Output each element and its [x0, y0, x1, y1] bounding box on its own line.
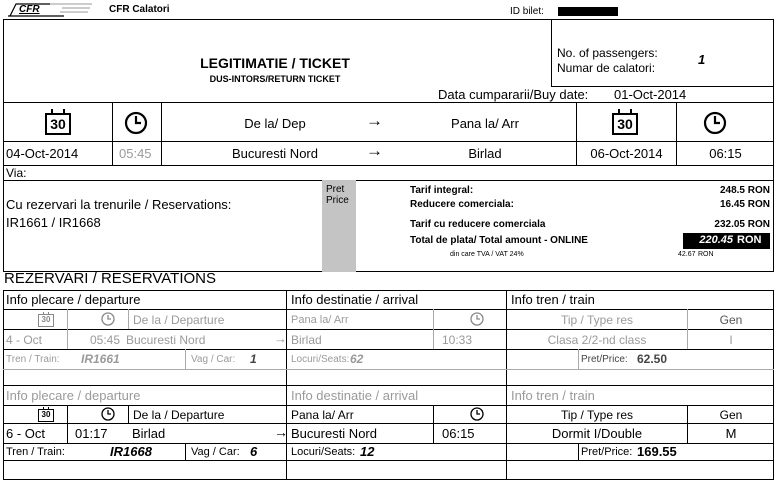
vat-value: 42.67 [678, 251, 696, 258]
departure-time: 05:45 [119, 146, 152, 161]
return-date: 06-Oct-2014 [590, 146, 663, 161]
price-label: Pret/Price: [581, 354, 628, 365]
divider [3, 102, 774, 103]
vat-currency: RON [698, 251, 714, 258]
divider [3, 165, 774, 166]
car-number: 1 [250, 352, 257, 366]
logo-text: CFR [19, 4, 40, 15]
car-number: 6 [250, 444, 258, 459]
buy-date-label: Data cumpararii/Buy date: [438, 87, 589, 102]
discount-label: Reducere comerciala: [410, 199, 514, 210]
reservation-date: 6 - Oct [6, 426, 46, 441]
price-label: Pret/Price: [581, 446, 633, 458]
car-label: Vag / Car: [191, 354, 236, 365]
reservation-date: 4 - Oct [6, 333, 43, 347]
car-label: Vag / Car: [191, 446, 240, 458]
discounted-fare-label: Tarif cu reducere comerciala [410, 219, 546, 230]
reservations-label: Cu rezervari la trenurile / Reservations: [6, 197, 232, 212]
passengers-label-ro: Numar de calatori: [557, 61, 656, 75]
full-fare-value: 248.5 RON [719, 185, 770, 196]
divider [3, 369, 774, 370]
reservation-gen: M [725, 426, 737, 441]
arrow-icon: → [366, 111, 383, 130]
discount-value: 16.45 RON [719, 199, 770, 210]
divider [3, 423, 774, 424]
divider [3, 309, 774, 310]
price-value: 62.50 [637, 352, 668, 366]
reservation-time: 05:45 [90, 333, 121, 347]
reservation-time: 01:17 [75, 426, 108, 441]
divider [433, 405, 434, 443]
divider [128, 405, 129, 423]
divider [112, 102, 113, 166]
clock-icon [101, 312, 115, 326]
sub-gen-label: Gen [719, 408, 743, 422]
ticket-subtitle: DUS-INTORS/RETURN TICKET [209, 74, 341, 84]
clock-icon [470, 312, 484, 326]
clock-icon [703, 111, 727, 135]
price-label-en: Price [326, 195, 349, 206]
reservation-to: Bucuresti Nord [291, 426, 377, 441]
seats-number: 62 [350, 352, 364, 366]
clock-icon [101, 407, 115, 421]
calendar-icon: 30 [45, 113, 71, 135]
train-number: IR1661 [81, 352, 120, 366]
sub-type-label: Tip / Type res [560, 408, 634, 422]
seats-label: Locuri/Seats: [291, 354, 350, 365]
sub-departure-label: De la / Departure [133, 408, 225, 422]
company-name: CFR Calatori [109, 4, 170, 15]
col-arrival-header: Info destinatie / arrival [291, 388, 419, 403]
seats-label: Locuri/Seats: [291, 446, 356, 458]
divider [128, 309, 129, 329]
sub-arrival-label: Pana la/ Arr [291, 314, 349, 326]
col-train-header: Info tren / train [511, 388, 595, 403]
sub-departure-label: De la / Departure [133, 313, 225, 327]
reservation-from: Birlad [132, 426, 166, 441]
divider [3, 180, 774, 181]
reservation-type: Clasa 2/2-nd class [547, 333, 647, 347]
clock-icon [470, 407, 484, 421]
ticket-id-redacted [558, 7, 618, 16]
col-departure-header: Info plecare / departure [6, 292, 141, 307]
train-label: Tren / Train: [6, 354, 60, 365]
divider [286, 290, 287, 480]
arrow-icon: → [274, 424, 288, 440]
reservation-type: Dormit I/Double [551, 426, 643, 441]
divider [161, 102, 162, 166]
reservation-from: Bucuresti Nord [126, 333, 206, 347]
divider [3, 349, 774, 350]
sub-type-label: Tip / Type res [560, 313, 634, 327]
arrow-icon: → [366, 141, 383, 160]
reservation-to: Birlad [291, 333, 322, 347]
passengers-value: 1 [698, 52, 706, 67]
train-label: Tren / Train: [6, 446, 65, 458]
divider [67, 405, 68, 443]
price-label-ro: Pret [326, 184, 345, 195]
col-departure-header: Info plecare / departure [6, 388, 141, 403]
arrival-station: Birlad [468, 146, 502, 161]
arrow-icon: → [274, 331, 287, 346]
total-label: Total de plata/ Total amount - ONLINE [410, 235, 588, 246]
col-arrival-header: Info destinatie / arrival [291, 292, 419, 307]
return-time: 06:15 [709, 146, 742, 161]
ticket-id-label: ID bilet: [510, 6, 544, 17]
calendar-icon: 30 [38, 409, 54, 422]
divider [185, 443, 186, 460]
sub-arrival-label: Pana la/ Arr [291, 408, 354, 422]
col-train-header: Info tren / train [511, 292, 595, 307]
divider [3, 385, 774, 386]
divider [185, 349, 186, 369]
train-number: IR1668 [110, 444, 152, 459]
departure-date: 04-Oct-2014 [6, 146, 79, 161]
arrival-label: Pana la/ Arr [451, 116, 519, 131]
total-currency: RON [737, 234, 762, 246]
divider [3, 460, 774, 461]
full-fare-label: Tarif integral: [410, 185, 474, 196]
divider [3, 329, 774, 330]
reservation-arr-time: 10:33 [442, 333, 473, 347]
divider [578, 443, 579, 460]
departure-label: De la/ Dep [244, 116, 306, 131]
via-label: Via: [6, 166, 27, 180]
divider [67, 309, 68, 349]
passengers-label-en: No. of passengers: [557, 46, 658, 60]
seats-number: 12 [360, 444, 375, 459]
price-value: 169.55 [637, 444, 677, 459]
divider [3, 405, 774, 406]
calendar-icon: 30 [612, 113, 638, 135]
reservation-gen: I [729, 333, 733, 347]
reservations-trains: IR1661 / IR1668 [6, 215, 101, 230]
buy-date-value: 01-Oct-2014 [614, 87, 687, 102]
ticket-title: LEGITIMATIE / TICKET [200, 55, 350, 71]
total-value: 220.45 [699, 234, 733, 246]
divider [433, 309, 434, 349]
discounted-fare-value: 232.05 RON [714, 219, 770, 230]
vat-label: din care TVA / VAT 24% [450, 251, 524, 258]
divider [578, 349, 579, 369]
divider [3, 141, 774, 142]
departure-station: Bucuresti Nord [232, 146, 318, 161]
reservations-heading: REZERVARI / RESERVATIONS [4, 270, 216, 287]
reservation-arr-time: 06:15 [442, 426, 475, 441]
divider [551, 19, 552, 86]
cfr-logo [6, 2, 96, 18]
sub-gen-label: Gen [719, 313, 743, 327]
calendar-icon: 30 [38, 314, 54, 327]
clock-icon [124, 111, 148, 135]
